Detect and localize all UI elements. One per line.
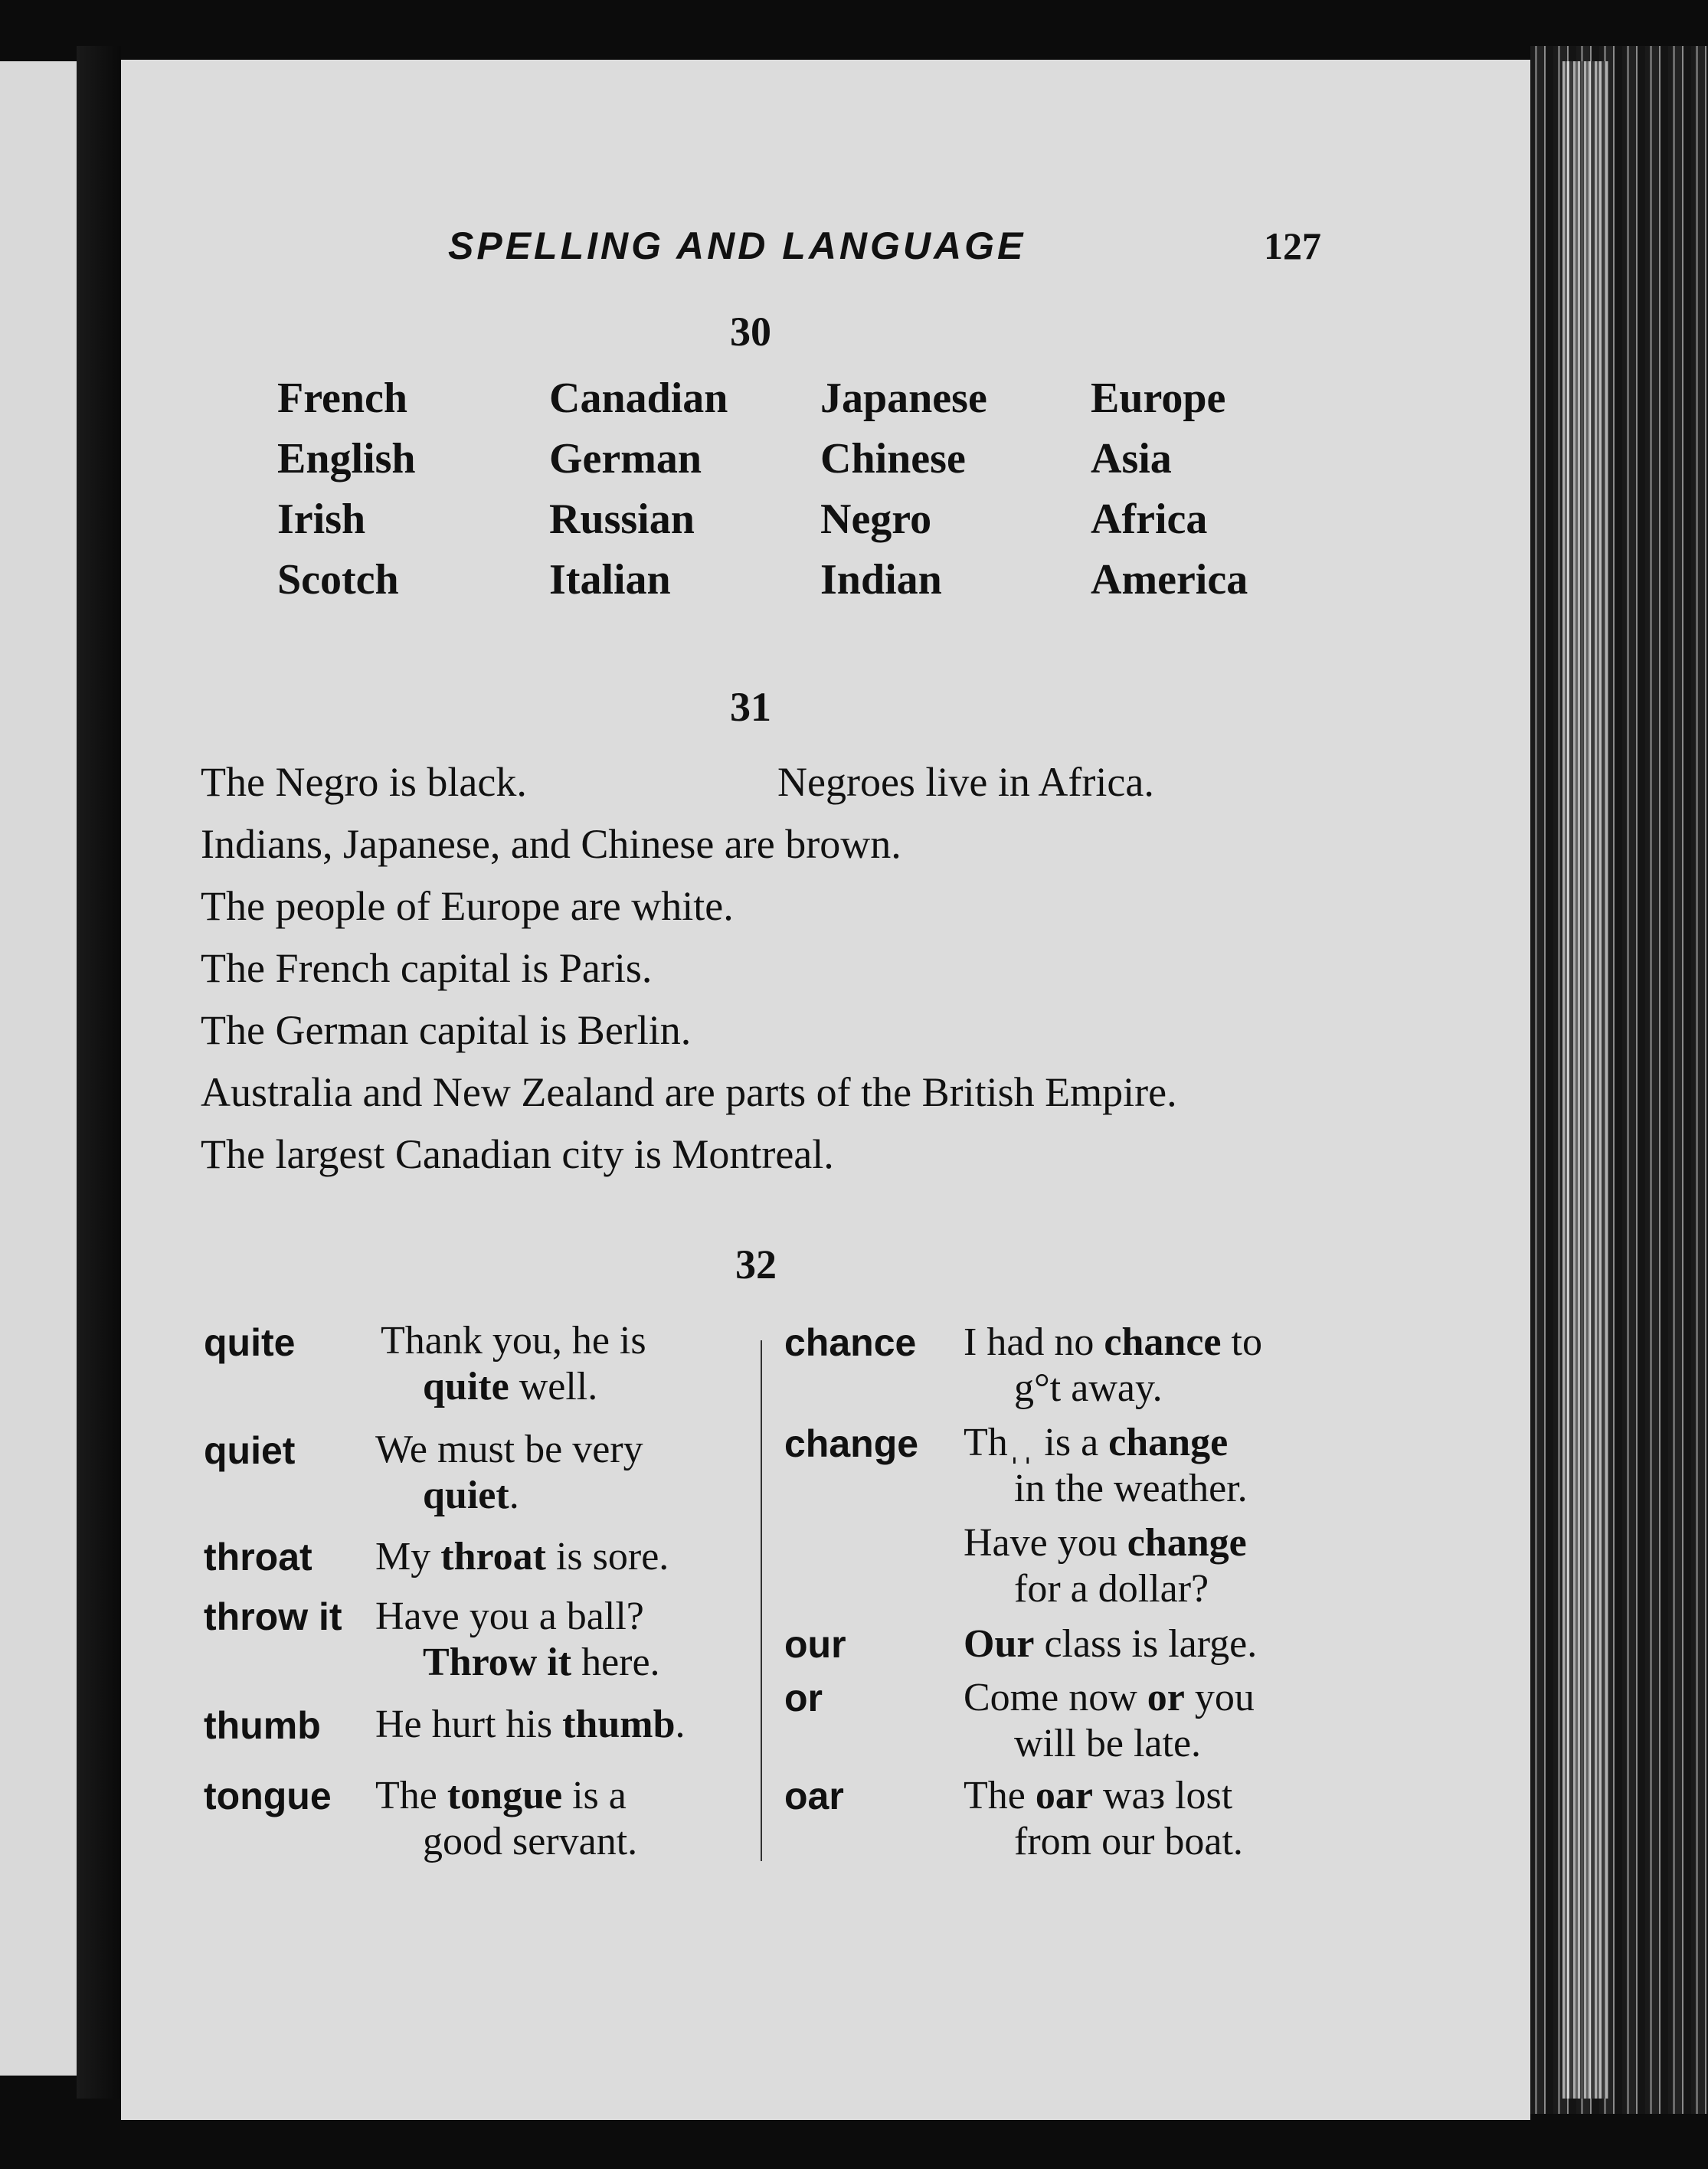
section-number-32: 32 bbox=[735, 1242, 777, 1287]
word-german: German bbox=[549, 435, 702, 483]
word-asia: Asia bbox=[1091, 435, 1172, 483]
term-quiet: quiet bbox=[204, 1429, 296, 1472]
running-header: SPELLING AND LANGUAGE bbox=[448, 224, 1026, 267]
sentence-1-right: Negroes live in Africa. bbox=[777, 759, 1154, 805]
example-change-line1: Thˌˌ is a change bbox=[964, 1421, 1229, 1464]
term-or: or bbox=[784, 1677, 823, 1719]
example-chance-line1: I had no chance to bbox=[964, 1320, 1262, 1364]
adjacent-page-edge bbox=[0, 61, 77, 2076]
book-binding bbox=[1530, 46, 1708, 2114]
term-thumb: thumb bbox=[204, 1704, 321, 1747]
example-oar-line1: The oar waз lost bbox=[964, 1774, 1233, 1817]
example-oar-line2: from our boat. bbox=[1014, 1820, 1243, 1863]
term-our: our bbox=[784, 1623, 846, 1666]
word-africa: Africa bbox=[1091, 496, 1208, 543]
sentence-3: The people of Europe are white. bbox=[201, 883, 734, 929]
word-chinese: Chinese bbox=[820, 435, 966, 483]
example-quiet-line2: quiet. bbox=[423, 1474, 519, 1517]
example-or-line2: will be late. bbox=[1014, 1722, 1202, 1765]
page-number: 127 bbox=[1264, 224, 1321, 267]
word-europe: Europe bbox=[1091, 375, 1226, 422]
term-throat: throat bbox=[204, 1536, 312, 1578]
word-canadian: Canadian bbox=[549, 375, 728, 422]
example-our: Our class is large. bbox=[964, 1622, 1258, 1666]
word-french: French bbox=[277, 375, 408, 422]
example-quite-line1: Thank you, he is bbox=[381, 1319, 646, 1363]
word-english: English bbox=[277, 435, 416, 483]
example-throw-it-line2: Throw it here. bbox=[423, 1641, 660, 1684]
binding-highlight bbox=[1562, 61, 1608, 2099]
example-quite-line2: quite well. bbox=[423, 1365, 598, 1408]
word-indian: Indian bbox=[820, 556, 942, 604]
section-number-30: 30 bbox=[730, 309, 771, 355]
example-tongue-line2: good servant. bbox=[423, 1820, 638, 1863]
word-russian: Russian bbox=[549, 496, 695, 543]
term-tongue: tongue bbox=[204, 1775, 332, 1817]
word-japanese: Japanese bbox=[820, 375, 987, 422]
section-number-31: 31 bbox=[730, 684, 771, 730]
example-tongue-line1: The tongue is a bbox=[375, 1774, 627, 1817]
example-change-line2: in the weather. bbox=[1014, 1467, 1248, 1510]
example-change2-line2: for a dollar? bbox=[1014, 1567, 1209, 1611]
sentence-6: Australia and New Zealand are parts of the British Empire. bbox=[201, 1069, 1177, 1115]
sentence-2: Indians, Japanese, and Chinese are brown. bbox=[201, 821, 901, 867]
example-thumb: He hurt his thumb. bbox=[375, 1703, 685, 1746]
example-or-line1: Come now or you bbox=[964, 1676, 1255, 1719]
word-america: America bbox=[1091, 556, 1248, 604]
example-throw-it-line1: Have you a ball? bbox=[375, 1595, 644, 1638]
example-throat: My throat is sore. bbox=[375, 1535, 669, 1578]
term-oar: oar bbox=[784, 1775, 844, 1817]
sentence-7: The largest Canadian city is Montreal. bbox=[201, 1131, 834, 1177]
term-quite: quite bbox=[204, 1321, 296, 1364]
sentence-5: The German capital is Berlin. bbox=[201, 1007, 692, 1053]
word-scotch: Scotch bbox=[277, 556, 399, 604]
book-gutter bbox=[77, 46, 121, 2099]
example-change2-line1: Have you change bbox=[964, 1521, 1247, 1565]
example-chance-line2: g°t away. bbox=[1014, 1366, 1163, 1410]
word-irish: Irish bbox=[277, 496, 366, 543]
term-chance: chance bbox=[784, 1321, 917, 1364]
sentence-4: The French capital is Paris. bbox=[201, 945, 653, 991]
word-negro: Negro bbox=[820, 496, 932, 543]
term-throw-it: throw it bbox=[204, 1595, 342, 1638]
word-italian: Italian bbox=[549, 556, 671, 604]
column-divider bbox=[761, 1340, 762, 1861]
example-quiet-line1: We must be very bbox=[375, 1428, 643, 1471]
sentence-1: The Negro is black. bbox=[201, 759, 527, 805]
term-change: change bbox=[784, 1422, 919, 1465]
